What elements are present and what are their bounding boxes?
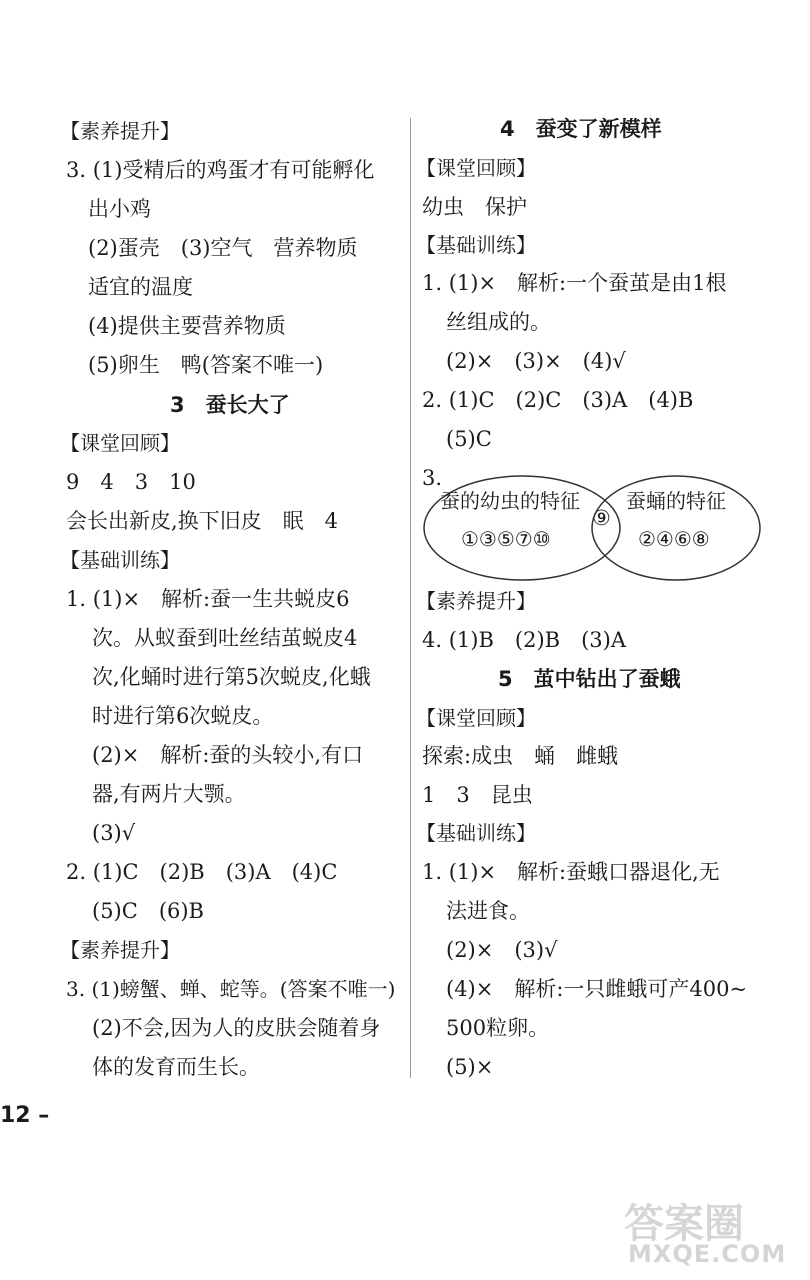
section-heading: 【课堂回顾】 (416, 706, 536, 730)
answer-line: (2)不会,因为人的皮肤会随着身 (92, 1016, 381, 1040)
venn-left-label: 蚕的幼虫的特征 (440, 489, 580, 513)
section-heading: 【基础训练】 (416, 821, 536, 845)
section-heading: 【课堂回顾】 (416, 156, 536, 180)
answer-line: 500粒卵。 (446, 1016, 550, 1040)
answer-line: 适宜的温度 (88, 275, 193, 299)
answer-line: 次,化蛹时进行第5次蜕皮,化蛾 (92, 665, 371, 689)
answer-line: 会长出新皮,换下旧皮 眠 4 (66, 509, 339, 533)
section-heading: 【素养提升】 (60, 119, 180, 143)
answer-line: (5)C (446, 427, 492, 451)
section-heading: 【素养提升】 (60, 938, 180, 962)
answer-line: (2)× (3)√ (446, 938, 558, 962)
answer-line: 3. (422, 466, 443, 490)
lesson-title: 5 茧中钻出了蚕蛾 (498, 667, 681, 691)
answer-line: 时进行第6次蜕皮。 (92, 704, 274, 728)
section-heading: 【素养提升】 (416, 589, 536, 613)
answer-line: (5)× (446, 1055, 494, 1079)
answer-line: 幼虫 保护 (422, 195, 527, 219)
answer-line: (2)× (3)× (4)√ (446, 349, 626, 373)
answer-line: 探索:成虫 蛹 雌蛾 (422, 744, 619, 768)
answer-line: (2)蛋壳 (3)空气 营养物质 (88, 236, 358, 260)
answer-line: 9 4 3 10 (66, 470, 196, 494)
answer-line: (3)√ (92, 821, 136, 845)
answer-line: 1. (1)× 解析:蚕一生共蜕皮6 (66, 587, 350, 611)
answer-line: 1. (1)× 解析:蚕蛾口器退化,无 (422, 860, 720, 884)
watermark-logo (624, 1192, 794, 1272)
watermark-text: 答案圈 (624, 1201, 744, 1247)
answer-line: (4)提供主要营养物质 (88, 314, 286, 338)
venn-center-item: ⑨ (592, 506, 611, 530)
answer-line: (5)C (6)B (92, 899, 204, 923)
lesson-title: 3 蚕长大了 (170, 393, 290, 417)
answer-line: 3. (1)受精后的鸡蛋才有可能孵化 (66, 158, 375, 182)
answer-line: (2)× 解析:蚕的头较小,有口 (92, 743, 364, 767)
answer-line: 器,有两片大颚。 (92, 782, 246, 806)
venn-right-label: 蚕蛹的特征 (626, 489, 726, 513)
answer-line: 次。从蚁蚕到吐丝结茧蜕皮4 (92, 626, 358, 650)
answer-line: 法进食。 (446, 899, 530, 923)
answer-line: 出小鸡 (88, 197, 151, 221)
answer-line: 2. (1)C (2)C (3)A (4)B (422, 388, 694, 412)
answer-line: 3. (1)螃蟹、蝉、蛇等。(答案不唯一) (66, 977, 396, 1001)
lesson-title: 4 蚕变了新模样 (500, 117, 662, 141)
venn-right-items: ②④⑥⑧ (638, 527, 710, 551)
answer-line: 2. (1)C (2)B (3)A (4)C (66, 860, 338, 884)
answer-line: 丝组成的。 (446, 310, 551, 334)
answer-line: (4)× 解析:一只雌蛾可产400~ (446, 977, 748, 1001)
venn-left-items: ①③⑤⑦⑩ (461, 527, 551, 551)
answer-line: 体的发育而生长。 (92, 1055, 260, 1079)
answer-line: 1. (1)× 解析:一个蚕茧是由1根 (422, 271, 727, 295)
answer-line: (5)卵生 鸭(答案不唯一) (88, 353, 324, 377)
page-number: 12 – (0, 1103, 50, 1128)
column-divider (410, 118, 411, 1078)
watermark-url: MXQE.COM (628, 1240, 787, 1268)
answer-line: 1 3 昆虫 (422, 783, 533, 807)
section-heading: 【基础训练】 (416, 233, 536, 257)
section-heading: 【课堂回顾】 (60, 431, 180, 455)
answer-line: 4. (1)B (2)B (3)A (422, 628, 626, 652)
section-heading: 【基础训练】 (60, 548, 180, 572)
